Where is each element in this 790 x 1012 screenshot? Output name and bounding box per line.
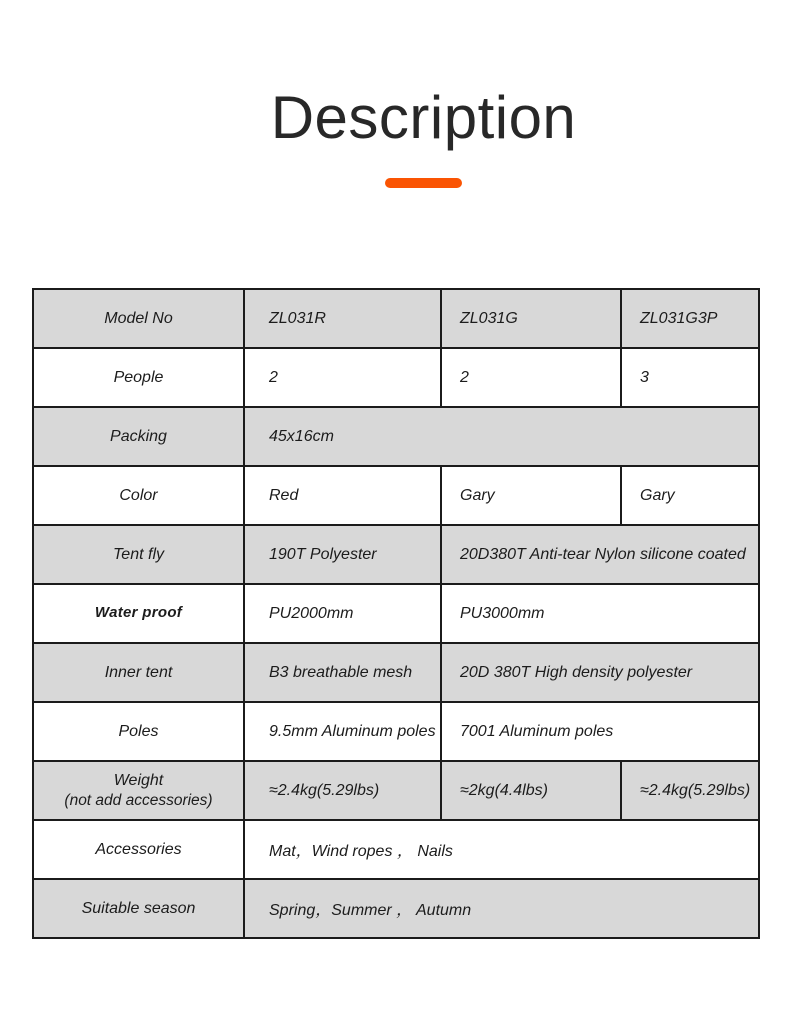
spec-row <box>33 761 759 820</box>
spec-label: Poles <box>33 702 244 761</box>
spec-value: ZL031R <box>244 289 441 348</box>
spec-value: 20D 380T High density polyester <box>441 643 759 702</box>
spec-label-line2: (not add accessories) <box>64 791 213 809</box>
spec-value: 45x16cm <box>244 407 759 466</box>
spec-value: 20D380T Anti-tear Nylon silicone coated <box>441 525 759 584</box>
title-underline-bar <box>385 178 462 188</box>
spec-label: Model No <box>33 289 244 348</box>
spec-value: Gary <box>441 466 621 525</box>
description-header <box>57 0 790 188</box>
spec-label: Color <box>33 466 244 525</box>
spec-row <box>33 407 759 466</box>
spec-row <box>33 348 759 407</box>
spec-table-body <box>33 289 759 938</box>
spec-value: 2 <box>244 348 441 407</box>
spec-row <box>33 702 759 761</box>
spec-value: 190T Polyester <box>244 525 441 584</box>
spec-value: ≈2.4kg(5.29lbs) <box>244 761 441 820</box>
spec-label: People <box>33 348 244 407</box>
spec-row <box>33 879 759 938</box>
spec-value: PU3000mm <box>441 584 759 643</box>
spec-value: 2 <box>441 348 621 407</box>
spec-value: ≈2.4kg(5.29lbs) <box>621 761 759 820</box>
spec-table <box>32 288 760 939</box>
spec-value: ≈2kg(4.4lbs) <box>441 761 621 820</box>
spec-value: Spring，Summer ， Autumn <box>244 879 759 938</box>
spec-value: B3 breathable mesh <box>244 643 441 702</box>
spec-label: Accessories <box>33 820 244 879</box>
spec-label: Inner tent <box>33 643 244 702</box>
spec-value: Red <box>244 466 441 525</box>
spec-value: Mat，Wind ropes ， Nails <box>244 820 759 879</box>
spec-value: PU2000mm <box>244 584 441 643</box>
spec-value: Gary <box>621 466 759 525</box>
spec-row <box>33 289 759 348</box>
spec-row <box>33 643 759 702</box>
spec-value: 7001 Aluminum poles <box>441 702 759 761</box>
spec-value: ZL031G3P <box>621 289 759 348</box>
spec-label: Tent fly <box>33 525 244 584</box>
spec-label: Water proof <box>33 584 244 643</box>
spec-row <box>33 820 759 879</box>
spec-row <box>33 525 759 584</box>
spec-row <box>33 584 759 643</box>
spec-value: ZL031G <box>441 289 621 348</box>
spec-value: 9.5mm Aluminum poles <box>244 702 441 761</box>
spec-value: 3 <box>621 348 759 407</box>
page-title: Description <box>270 84 577 151</box>
spec-label: Weight (not add accessories) <box>33 761 244 820</box>
spec-row <box>33 466 759 525</box>
spec-label: Packing <box>33 407 244 466</box>
spec-label: Suitable season <box>33 879 244 938</box>
